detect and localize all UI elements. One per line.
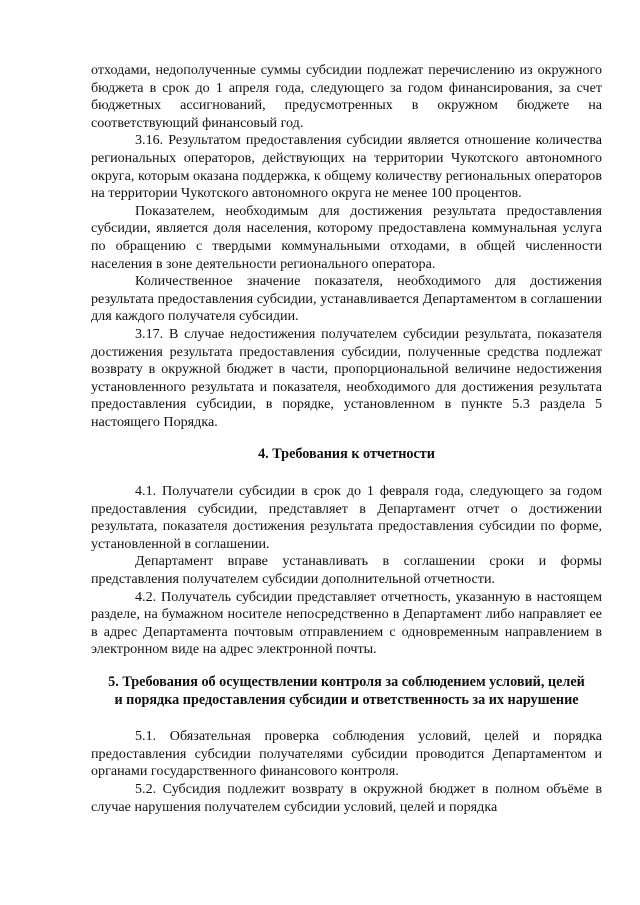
section-4-heading: 4. Требования к отчетности: [258, 446, 435, 463]
paragraph-indicator: Показателем, необходимым для достижения результата предоставления субсидии, является доля населения, которому предоставлена коммунальная услуга по обращению с твердыми коммунальными отходами, в общей численности населения в зоне деятельности регионального оператора.: [91, 202, 602, 272]
spacer: [91, 659, 602, 674]
spacer: [91, 464, 602, 483]
paragraph-indicator-value: Количественное значение показателя, необходимого для достижения результата предоставления субсидии, устанавливается Департаментом в соглашении для каждого получателя субсидии.: [91, 273, 602, 325]
section-5-heading-line-2: и порядка предоставления субсидии и ответственность за их нарушение: [114, 691, 579, 708]
paragraph-3-17: 3.17. В случае недостижения получателем субсидии результата, показателя достижения результата предоставления субсидии, полученные средства подлежат возврату в окружной бюджет в части, пропорциональной величине недостижения установленного результата и показателя, необходимого для достижения результата предоставления субсидии, в порядке, установленном в пункте 5.3 раздела 5 настоящего Порядка.: [91, 325, 602, 430]
section-5-heading-line-1: 5. Требования об осуществлении контроля за соблюдением условий, целей: [108, 674, 585, 690]
paragraph-5-2: 5.2. Субсидия подлежит возврату в окружной бюджет в полном объёме в случае нарушения получателем субсидии условий, целей и порядка: [91, 780, 602, 815]
section-5-heading: [91, 674, 602, 709]
paragraph-5-1: 5.1. Обязательная проверка соблюдения условий, целей и порядка предоставления субсидии получателями субсидии проводится Департаментом и органами государственного финансового контроля.: [91, 728, 602, 780]
paragraph-3-16: 3.16. Результатом предоставления субсидии является отношение количества региональных операторов, действующих на территории Чукотского автономного округа, которым оказана поддержка, к общему количеству региональных операторов на территории Чукотского автономного округа не менее 100 процентов.: [91, 132, 602, 202]
paragraph-3-15-continuation: отходами, недополученные суммы субсидии подлежат перечислению из окружного бюджета в срок до 1 апреля года, следующего за годом финансирования, за счет бюджетных ассигнований, предусмотренных в окружном бюджете на соответствующий финансовый год.: [91, 62, 602, 131]
spacer: [91, 431, 602, 446]
paragraph-4-2: 4.2. Получатель субсидии представляет отчетность, указанную в настоящем разделе, на бумажном носителе непосредственно в Департамент либо направляет ее в адрес Департамента почтовым отправлением с одновременным направлением в электронном виде на адрес электронной почты.: [91, 588, 602, 658]
paragraph-4-1-additional: Департамент вправе устанавливать в соглашении сроки и формы представления получателем субсидии дополнительной отчетности.: [91, 553, 602, 588]
paragraph-4-1: 4.1. Получатели субсидии в срок до 1 февраля года, следующего за годом предоставления субсидии, представляет в Департамент отчет о достижении результата, показателя достижения результата предоставления субсидии по форме, установленной в соглашении.: [91, 483, 602, 552]
spacer: [91, 709, 602, 728]
